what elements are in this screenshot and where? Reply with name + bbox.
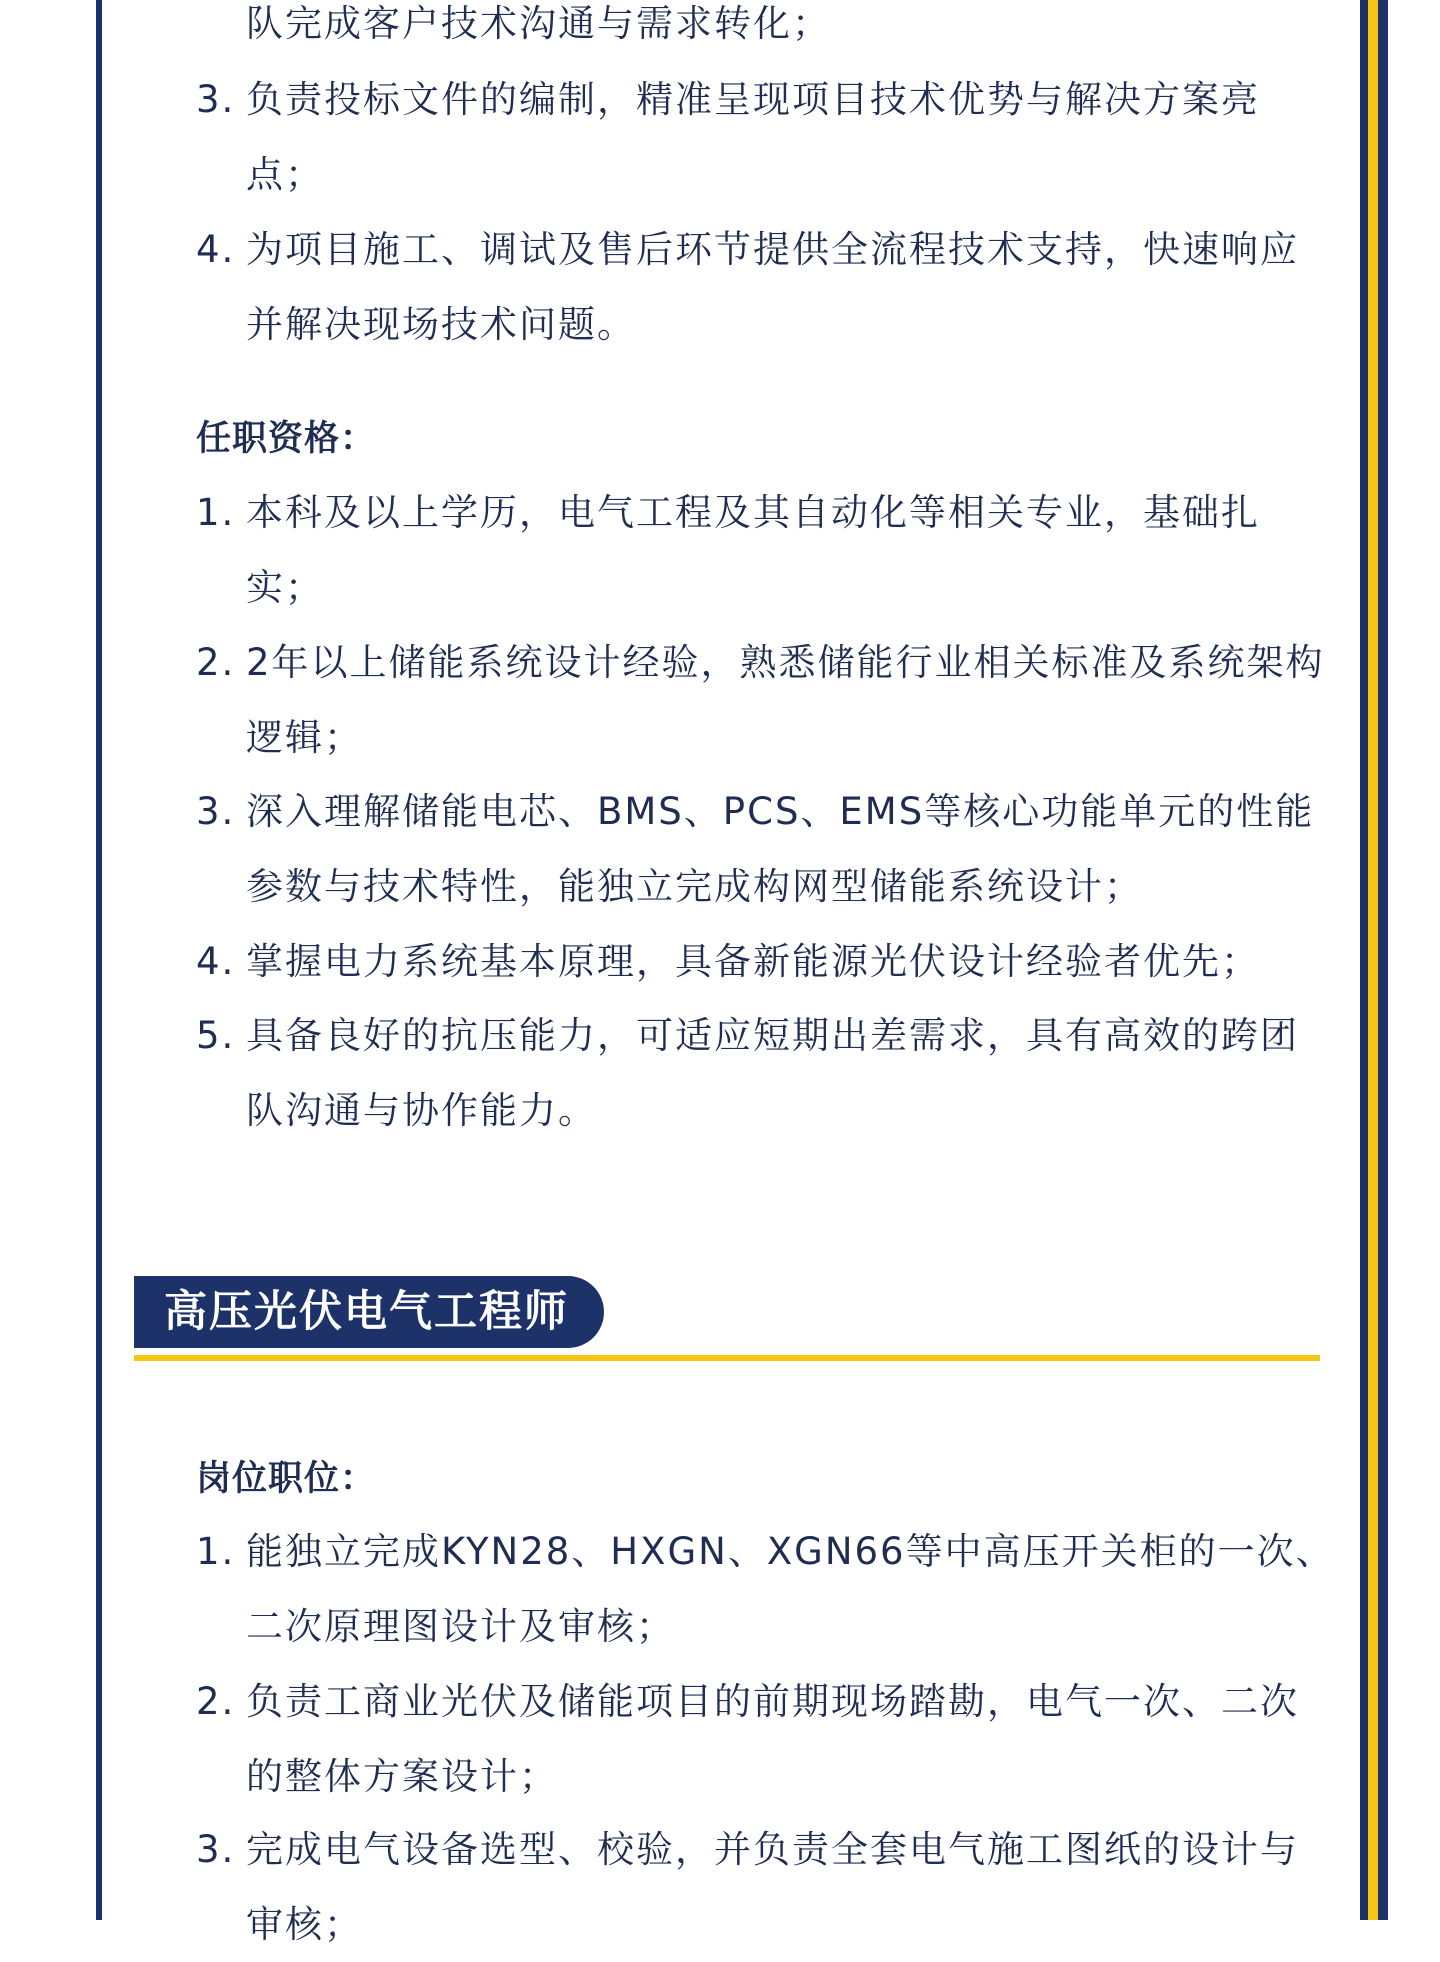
list-item-text: 能独立完成KYN28、HXGN、XGN66等中高压开关柜的一次、二次原理图设计及审核； xyxy=(246,1530,1335,1648)
duty-item-2 xyxy=(196,1664,1336,1814)
duty-item-3 xyxy=(196,62,1336,212)
duty-item-1 xyxy=(196,1514,1336,1664)
list-item-text: 掌握电力系统基本原理，具备新能源光伏设计经验者优先； xyxy=(246,940,1260,983)
list-item-number: 4. xyxy=(196,228,236,271)
list-item-number: 1. xyxy=(196,491,236,534)
duties-heading: 岗位职位： xyxy=(196,1459,377,1499)
qualification-item-3 xyxy=(196,774,1336,924)
list-item-text: 具备良好的抗压能力，可适应短期出差需求，具有高效的跨团队沟通与协作能力。 xyxy=(246,1014,1299,1132)
qualification-item-5 xyxy=(196,998,1336,1148)
list-item-text: 本科及以上学历，电气工程及其自动化等相关专业，基础扎实； xyxy=(246,491,1260,609)
list-item-text: 2年以上储能系统设计经验，熟悉储能行业相关标准及系统架构逻辑； xyxy=(246,641,1325,759)
list-item-number: 4. xyxy=(196,940,236,983)
qualifications-heading: 任职资格： xyxy=(196,419,377,459)
list-item-text: 负责投标文件的编制，精准呈现项目技术优势与解决方案亮点； xyxy=(246,78,1260,196)
duty-item-3-new xyxy=(196,1812,1336,1962)
qualification-item-4 xyxy=(196,924,1336,999)
list-item-text: 队完成客户技术沟通与需求转化； xyxy=(246,2,831,45)
list-item-text: 负责工商业光伏及储能项目的前期现场踏勘，电气一次、二次的整体方案设计； xyxy=(246,1680,1299,1798)
section-title: 高压光伏电气工程师 xyxy=(164,1287,569,1337)
qualification-item-2 xyxy=(196,625,1336,775)
section-title-underline xyxy=(134,1355,1320,1361)
list-item-number: 3. xyxy=(196,78,236,121)
qualification-item-1 xyxy=(196,475,1336,625)
section-title-banner xyxy=(134,1276,604,1348)
list-item-text: 为项目施工、调试及售后环节提供全流程技术支持，快速响应并解决现场技术问题。 xyxy=(246,228,1299,346)
list-item-number: 2. xyxy=(196,1680,236,1723)
list-item-number: 3. xyxy=(196,790,236,833)
list-item-number: 2. xyxy=(196,641,236,684)
list-item-number: 1. xyxy=(196,1530,236,1573)
list-item-number: 3. xyxy=(196,1828,236,1871)
duty-item-4 xyxy=(196,212,1336,362)
list-item-text: 完成电气设备选型、校验，并负责全套电气施工图纸的设计与审核； xyxy=(246,1828,1299,1946)
list-item-text: 深入理解储能电芯、BMS、PCS、EMS等核心功能单元的性能参数与技术特性，能独立完成构网型储能系统设计； xyxy=(246,790,1315,908)
list-item-continuation xyxy=(196,0,1336,61)
list-item-number: 5. xyxy=(196,1014,236,1057)
